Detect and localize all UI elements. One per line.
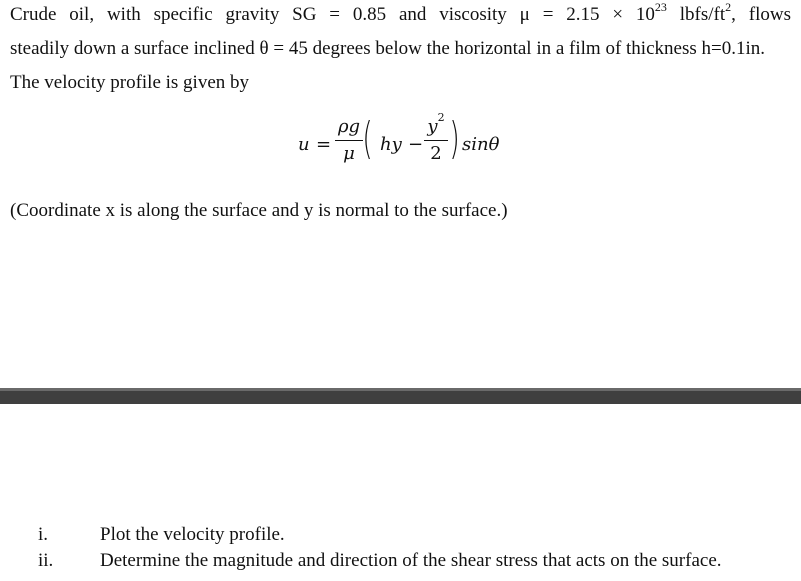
problem-line-2: steadily down a surface inclined θ = 45 degrees below the horizontal in a film of thickness h=0.1in. bbox=[10, 38, 765, 59]
problem-statement bbox=[10, 0, 791, 100]
eq-fraction-rho-g-over-mu bbox=[335, 116, 363, 165]
eq-frac-numerator: ρg bbox=[337, 116, 361, 137]
exponent: 23 bbox=[654, 0, 667, 14]
problem-line-3: The velocity profile is given by bbox=[10, 72, 250, 93]
eq-fraction-y2-over-2 bbox=[424, 111, 448, 165]
problem-line-1-tail: , flows bbox=[731, 4, 791, 25]
list-item bbox=[0, 548, 801, 574]
list-item-number: ii. bbox=[38, 550, 54, 571]
eq-frac2-y: y bbox=[427, 116, 438, 137]
eq-frac2-exp: 2 bbox=[437, 111, 445, 124]
page-divider-bar bbox=[0, 388, 801, 404]
eq-right-paren: ) bbox=[449, 113, 460, 164]
divider-highlight bbox=[0, 388, 801, 391]
eq-frac-denominator: μ bbox=[343, 143, 355, 164]
problem-line-1-text: Crude oil, with specific gravity SG = 0.85 and viscosity μ = 2.15 × 10 bbox=[10, 4, 655, 25]
eq-equals: = bbox=[316, 134, 332, 155]
eq-frac-bar bbox=[335, 140, 363, 141]
eq-frac2-numerator bbox=[424, 111, 448, 138]
list-item-text: Plot the velocity profile. bbox=[100, 524, 285, 545]
problem-line-1 bbox=[10, 0, 791, 32]
eq-term-hy: hy bbox=[380, 134, 402, 155]
eq-frac2-denominator: 2 bbox=[430, 143, 442, 164]
eq-sin-theta: sinθ bbox=[462, 134, 500, 155]
task-list bbox=[0, 522, 801, 574]
eq-left-paren: ( bbox=[362, 113, 373, 164]
eq-minus: − bbox=[408, 134, 424, 155]
list-item-text: Determine the magnitude and direction of the shear stress that acts on the surface. bbox=[100, 550, 722, 571]
eq-lhs: u bbox=[298, 134, 310, 155]
units: lbfs/ft bbox=[666, 4, 726, 25]
list-item bbox=[0, 522, 801, 548]
eq-frac2-bar bbox=[424, 140, 448, 141]
list-item-number: i. bbox=[38, 524, 49, 545]
units-exponent: 2 bbox=[725, 0, 732, 14]
coordinate-note: (Coordinate x is along the surface and y is normal to the surface.) bbox=[10, 200, 508, 221]
